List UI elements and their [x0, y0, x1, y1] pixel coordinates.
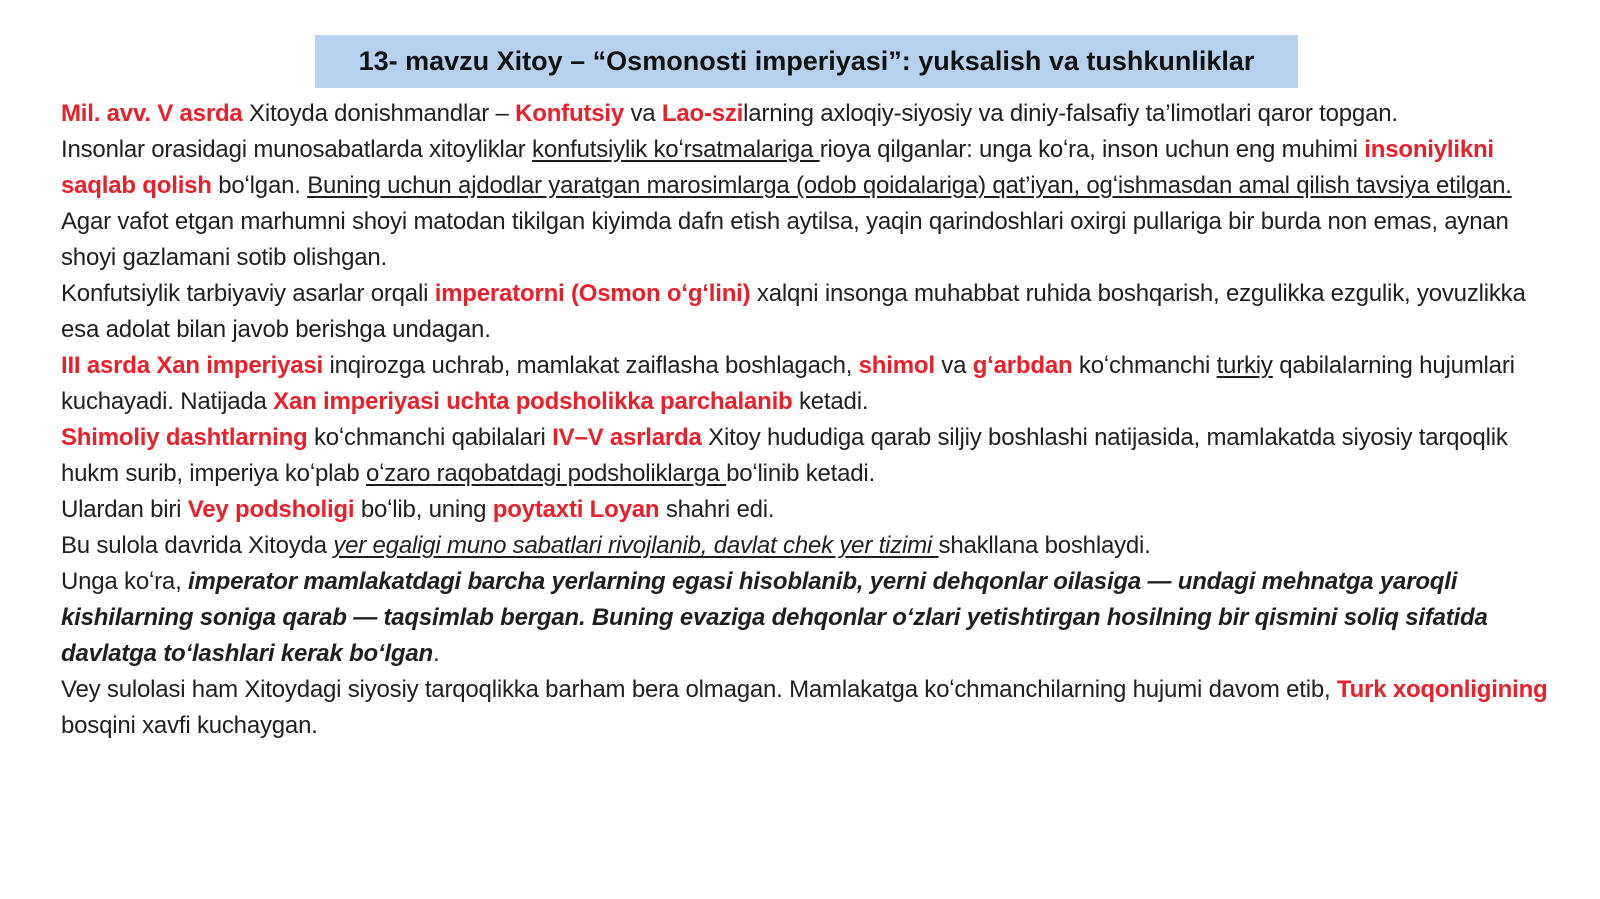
highlight-term: shimol — [858, 352, 935, 379]
text-run: boʻlib, uning — [354, 496, 493, 523]
text-run: ketadi. — [792, 388, 869, 415]
highlight-term: gʻarbdan — [972, 352, 1073, 379]
text-run: Vey sulolasi ham Xitoydagi siyosiy tarqoqlikka barham bera olmagan. Mamlakatga koʻchmanchilarning hujumi davom etib, — [61, 676, 1337, 703]
highlight-date: IV–V asrlarda — [552, 424, 702, 451]
highlight-term: Shimoliy dashtlarning — [61, 424, 308, 451]
highlight-term: Turk xoqonligining — [1336, 676, 1548, 703]
highlight-term: Vey podsholigi — [187, 496, 355, 523]
text-run: Bu sulola davrida Xitoyda — [61, 532, 334, 559]
paragraph-4 — [61, 348, 1561, 420]
text-run: bosqini xavfi kuchaygan. — [61, 712, 318, 739]
bold-italic-text: imperator mamlakatdagi barcha yerlarning egasi hisoblanib, yerni dehqonlar oilasiga — undagi mehnatga yaroqli kishilarning soniga qarab — taqsimlab bergan. Buning evaziga dehqonlar oʻzlari yetishtirgan hosilning bir qismini soliq sifatida davlatga toʻlashlari kerak boʻlgan — [61, 568, 1488, 667]
underlined-text: turkiy — [1216, 352, 1273, 379]
text-run: va — [934, 352, 973, 379]
paragraph-7 — [61, 528, 1561, 564]
highlight-name: Konfutsiy — [515, 100, 624, 127]
text-run: Ulardan biri — [61, 496, 188, 523]
paragraph-9 — [61, 672, 1561, 744]
highlight-name: Lao-szi — [661, 100, 744, 127]
underlined-text: Buning uchun ajdodlar yaratgan marosimlarga (odob qoidalariga) qat’iyan, ogʻishmasdan amal qilish tavsiya etilgan. — [307, 172, 1512, 199]
text-run: boʻlgan. — [211, 172, 308, 199]
text-run: Insonlar orasidagi munosabatlarda xitoyliklar — [61, 136, 533, 163]
paragraph-5 — [61, 420, 1561, 492]
highlight-term: Xan imperiyasi uchta podsholikka parchalanib — [273, 388, 793, 415]
page-title: 13- mavzu Xitoy – “Osmonosti imperiyasi”: yuksalish va tushkunliklar — [358, 46, 1255, 76]
text-run: Agar vafot etgan marhumni shoyi matodan tikilgan kiyimda dafn etish aytilsa, yaqin qarindoshlari oxirgi pullariga bir burda non emas, aynan shoyi gazlamani sotib olishgan. — [61, 208, 1509, 271]
highlight-date: III asrda Xan imperiyasi — [61, 352, 324, 379]
text-run: shahri edi. — [659, 496, 775, 523]
underlined-text: konfutsiylik koʻrsatmalariga — [532, 136, 820, 163]
text-run: boʻlinib ketadi. — [726, 460, 876, 487]
text-run: xalqni insonga muhabbat ruhida boshqarish, ezgulikka ezgulik, yovuzlikka esa adolat bilan javob berishga undagan. — [61, 280, 1526, 343]
italic-underlined-text: yer egaligi muno sabatlari rivojlanib, davlat chek yer tizimi — [333, 532, 939, 559]
text-run: Konfutsiylik tarbiyaviy asarlar orqali — [61, 280, 435, 307]
paragraph-6 — [61, 492, 1561, 528]
text-run: koʻchmanchi qabilalari — [307, 424, 553, 451]
lesson-body — [61, 96, 1561, 744]
underlined-text: oʻzaro raqobatdagi podsholiklarga — [366, 460, 727, 487]
text-run: Xitoy hududiga qarab siljiy boshlashi natijasida, mamlakatda siyosiy tarqoqlik hukm surib, imperiya koʻplab — [61, 424, 1508, 487]
text-run: inqirozga uchrab, mamlakat zaiflasha boshlagach, — [323, 352, 859, 379]
highlight-date: Mil. avv. V asrda — [61, 100, 243, 127]
highlight-term: imperatorni (Osmon oʻgʻlini) — [434, 280, 751, 307]
text-run: Unga koʻra, — [61, 568, 188, 595]
text-run: koʻchmanchi — [1072, 352, 1217, 379]
text-run: shakllana boshlaydi. — [938, 532, 1151, 559]
paragraph-8 — [61, 564, 1561, 672]
highlight-term: insoniylikni saqlab qolish — [61, 136, 1494, 199]
paragraph-3 — [61, 276, 1561, 348]
paragraph-2 — [61, 132, 1561, 276]
paragraph-1 — [61, 96, 1561, 132]
text-run: rioya qilganlar: unga koʻra, inson uchun eng muhimi — [819, 136, 1365, 163]
title-banner — [315, 35, 1298, 88]
highlight-term: poytaxti Loyan — [492, 496, 660, 523]
text-run: . — [433, 640, 440, 667]
text-run: qabilalarning hujumlari kuchayadi. Natijada — [61, 352, 1515, 415]
text-run: larning axloqiy-siyosiy va diniy-falsafiy ta’limotlari qaror topgan. — [743, 100, 1398, 127]
text-run: Xitoyda donishmandlar – — [242, 100, 516, 127]
text-run: va — [623, 100, 662, 127]
